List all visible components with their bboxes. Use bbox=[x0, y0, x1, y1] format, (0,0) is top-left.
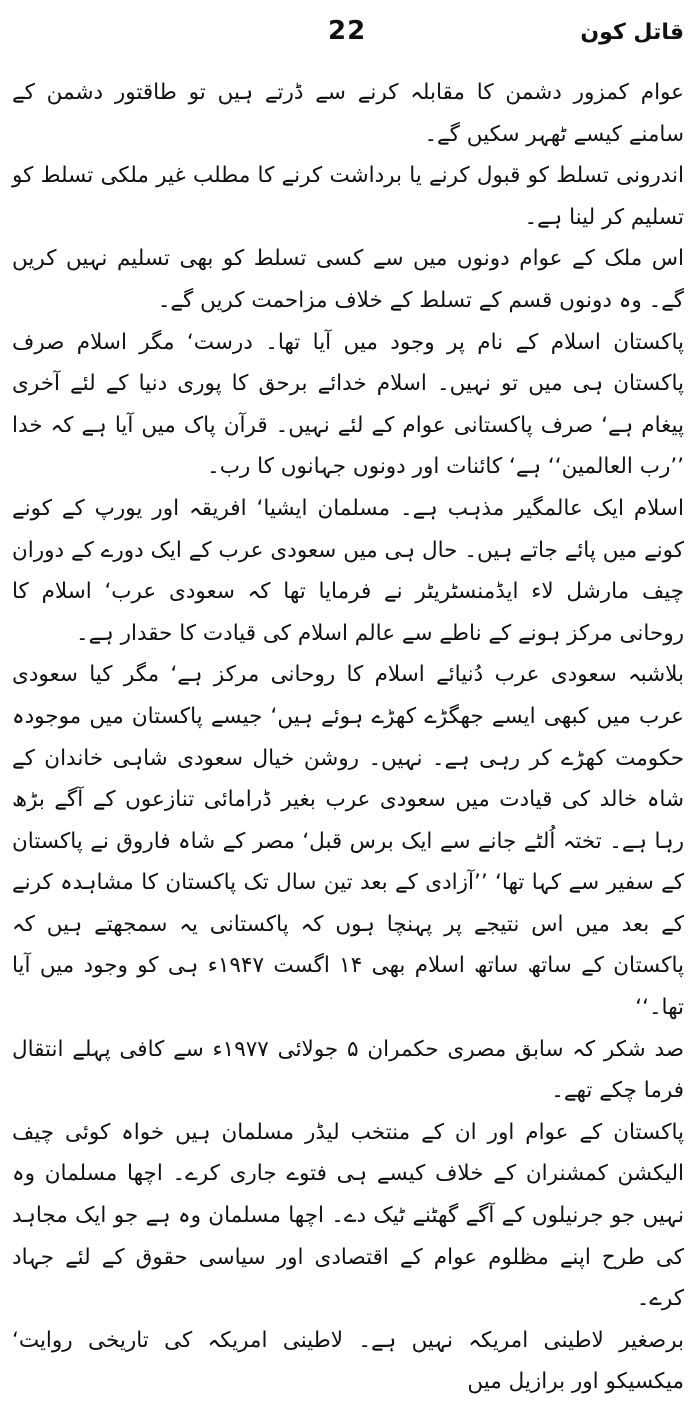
paragraph-4: پاکستان اسلام کے نام پر وجود میں آیا تھا۔ درست‘ مگر اسلام صرف پاکستان ہی میں تو نہیں۔ اسلام خدائے برحق کا پوری دنیا کے لئے آخری پیغام ہے‘ صرف پاکستانی عوام کے لئے نہیں۔ قرآن پاک میں آیا ہے کہ خدا ’’رب العالمین‘‘ ہے‘ کائنات اور دونوں جہانوں کا رب۔ bbox=[12, 329, 684, 480]
body-text bbox=[12, 72, 684, 1403]
paragraph-7: صد شکر کہ سابق مصری حکمران ۵ جولائی ۱۹۷۷ء سے کافی پہلے انتقال فرما چکے تھے۔ bbox=[12, 1036, 684, 1104]
page-number: 22 bbox=[328, 16, 367, 46]
page-header bbox=[0, 14, 700, 54]
paragraph-9: برصغیر لاطینی امریکہ نہیں ہے۔ لاطینی امریکہ کی تاریخی روایت‘ میکسیکو اور برازیل میں bbox=[12, 1327, 684, 1395]
paragraph-6: بلاشبہ سعودی عرب دُنیائے اسلام کا روحانی مرکز ہے‘ مگر کیا سعودی عرب میں کبھی ایسے جھگڑے کھڑے ہوئے ہیں‘ جیسے پاکستان میں موجودہ حکومت کھڑے کر رہی ہے۔ نہیں۔ روشن خیال سعودی شاہی خاندان کے شاہ خالد کی قیادت میں سعودی عرب بغیر ڈرامائی تنازعوں کے آگے بڑھ رہا ہے۔ تختہ اُلٹے جانے سے ایک برس قبل‘ مصر کے شاہ فاروق نے پاکستان کے سفیر سے کہا تھا‘ ’’آزادی کے بعد تین سال تک پاکستان کا مشاہدہ کرنے کے بعد میں اس نتیجے پر پہنچا ہوں کہ پاکستانی یہ سمجھتے ہیں کہ پاکستان کے ساتھ ساتھ اسلام بھی ۱۴ اگست ۱۹۴۷ء ہی کو وجود میں آیا تھا۔‘‘ bbox=[12, 662, 685, 1021]
paragraph-1: عوام کمزور دشمن کا مقابلہ کرنے سے ڈرتے ہیں تو طاقتور دشمن کے سامنے کیسے ٹھہر سکیں گے۔ bbox=[12, 80, 684, 147]
paragraph-2: اندرونی تسلط کو قبول کرنے یا برداشت کرنے کا مطلب غیر ملکی تسلط کو تسلیم کر لینا ہے۔ bbox=[12, 163, 684, 230]
running-title: قاتل کون bbox=[580, 20, 684, 45]
paragraph-5: اسلام ایک عالمگیر مذہب ہے۔ مسلمان ایشیا‘ افریقہ اور یورپ کے کونے کونے میں پائے جاتے ہیں۔ حال ہی میں سعودی عرب کے ایک دورے کے دوران چیف مارشل لاء ایڈمنسٹریٹر نے فرمایا تھا کہ سعودی عرب‘ اسلام کا روحانی مرکز ہونے کے ناطے سے عالم اسلام کی قیادت کا حقدار ہے۔ bbox=[12, 495, 684, 646]
paragraph-8: پاکستان کے عوام اور ان کے منتخب لیڈر مسلمان ہیں خواہ کوئی چیف الیکشن کمشنران کے خلاف کیسے ہی فتوے جاری کرے۔ اچھا مسلمان وہ نہیں جو جرنیلوں کے آگے گھٹنے ٹیک دے۔ اچھا مسلمان وہ ہے جو ایک مجاہد کی طرح اپنے مظلوم عوام کے اقتصادی اور سیاسی حقوق کے لئے جہاد کرے۔ bbox=[12, 1119, 684, 1312]
paragraph-3: اس ملک کے عوام دونوں میں سے کسی تسلط کو بھی تسلیم نہیں کریں گے۔ وہ دونوں قسم کے تسلط کے خلاف مزاحمت کریں گے۔ bbox=[12, 246, 684, 313]
